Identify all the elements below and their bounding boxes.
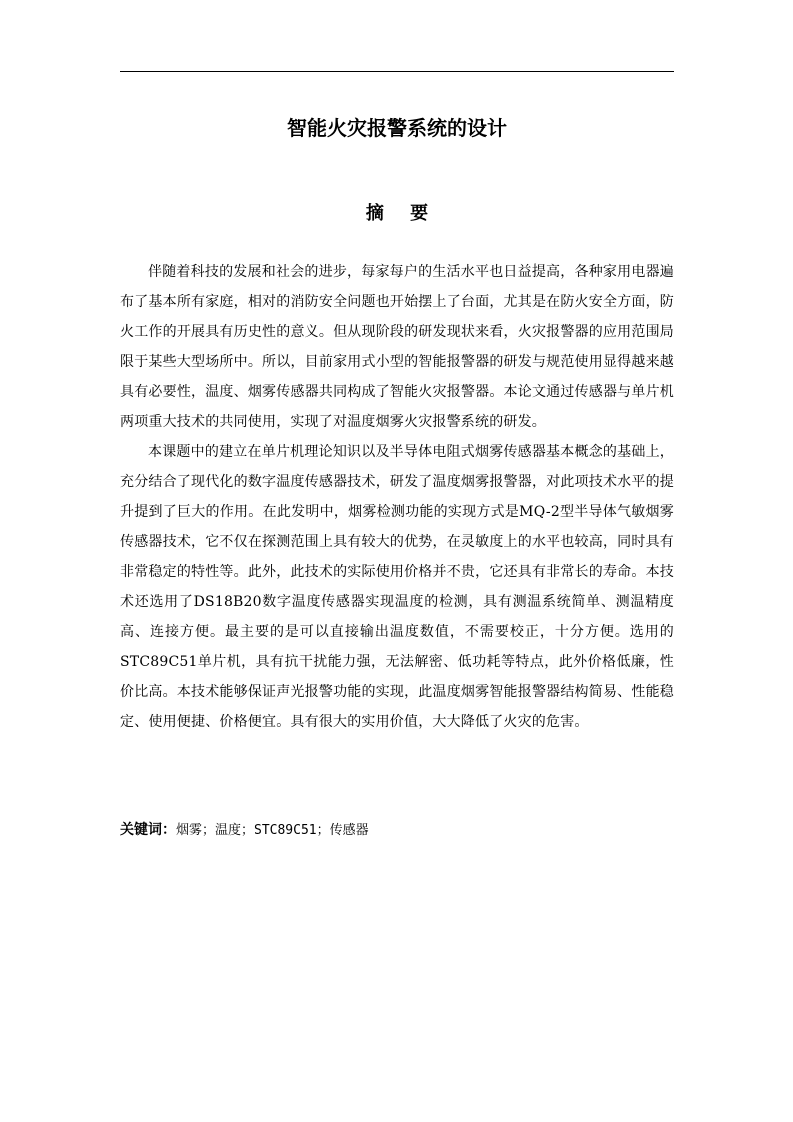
keywords-line xyxy=(120,818,674,843)
keywords-label: 关键词： xyxy=(120,822,176,838)
abstract-heading: 摘 要 xyxy=(365,203,439,224)
page-title: 智能火灾报警系统的设计 xyxy=(287,116,507,140)
abstract-paragraph-1: 伴随着科技的发展和社会的进步，每家每户的生活水平也日益提高，各种家用电器遍布了基本所有家庭，相对的消防安全问题也开始摆上了台面，尤其是在防火安全方面，防火工作的开展具有历史性的意义。但从现阶段的研发现状来看，火灾报警器的应用范围局限于某些大型场所中。所以，目前家用式小型的智能报警器的研发与规范使用显得越来越具有必要性，温度、烟雾传感器共同构成了智能火灾报警器。本论文通过传感器与单片机两项重大技术的共同使用，实现了对温度烟雾火灾报警系统的研发。 xyxy=(120,264,674,430)
abstract-body xyxy=(120,257,674,737)
header-rule xyxy=(120,71,674,72)
keywords-value: 烟雾；温度；STC89C51；传感器 xyxy=(176,823,369,838)
abstract-paragraph-2: 本课题中的建立在单片机理论知识以及半导体电阻式烟雾传感器基本概念的基础上，充分结合了现代化的数字温度传感器技术，研发了温度烟雾报警器，对此项技术水平的提升提到了巨大的作用。在此发明中，烟雾检测功能的实现方式是MQ-2型半导体气敏烟雾传感器技术，它不仅在探测范围上具有较大的优势，在灵敏度上的水平也较高，同时具有非常稳定的特性等。此外，此技术的实际使用价格并不贵，它还具有非常长的寿命。本技术还选用了DS18B20数字温度传感器实现温度的检测，具有测温系统简单、测温精度高、连接方便。最主要的是可以直接输出温度数值，不需要校正，十分方便。选用的STC89C51单片机，具有抗干扰能力强，无法解密、低功耗等特点，此外价格低廉，性价比高。本技术能够保证声光报警功能的实现，此温度烟雾智能报警器结构简易、性能稳定、使用便捷、价格便宜。具有很大的实用价值，大大降低了火灾的危害。 xyxy=(120,444,674,730)
